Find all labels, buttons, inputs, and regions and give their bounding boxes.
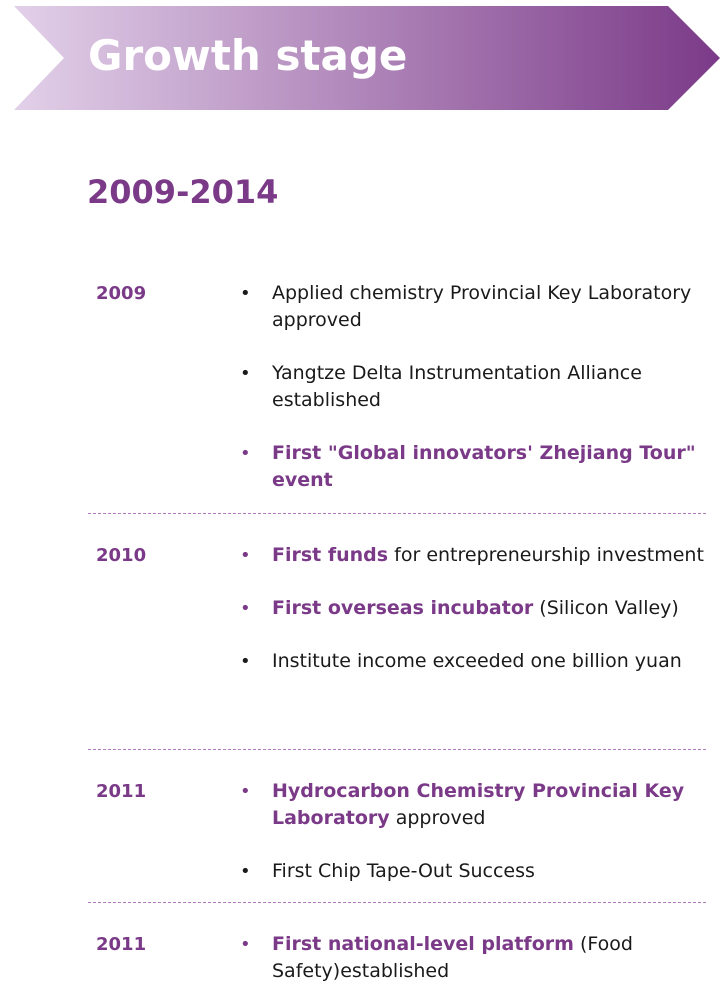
bullet-highlight: First "Global innovators' Zhejiang Tour" event (272, 442, 696, 491)
bullet-dot-icon: • (240, 283, 251, 304)
bullet-text: (Silicon Valley) (533, 597, 679, 619)
entry-bullet-list (240, 931, 710, 985)
bullet-dot-icon: • (240, 934, 251, 955)
dashed-divider (88, 513, 706, 514)
entry-bullet-list (240, 280, 710, 494)
title-banner (0, 0, 721, 112)
bullet-item (240, 440, 710, 494)
bullet-text: First Chip Tape-Out Success (272, 860, 535, 882)
entry-bullet-list (240, 778, 710, 885)
dashed-divider (88, 749, 706, 750)
bullet-item (240, 931, 710, 985)
bullet-dot-icon: • (240, 443, 251, 464)
bullet-highlight: First overseas incubator (272, 597, 534, 619)
bullet-item (240, 595, 710, 622)
bullet-text: Applied chemistry Provincial Key Laboratory approved (272, 282, 692, 331)
bullet-highlight: First national-level platform (272, 933, 574, 955)
entry-year: 2010 (96, 545, 147, 566)
bullet-item (240, 280, 710, 334)
bullet-text: (Food Safety)established (272, 933, 633, 982)
entry-year: 2011 (96, 934, 147, 955)
bullet-text: approved (389, 807, 486, 829)
bullet-item (240, 542, 710, 569)
entry-year: 2011 (96, 781, 147, 802)
page-title: Growth stage (88, 31, 408, 80)
bullet-text: Yangtze Delta Instrumentation Alliance established (272, 362, 642, 411)
bullet-dot-icon: • (240, 363, 251, 384)
bullet-highlight: Hydrocarbon Chemistry Provincial Key Laboratory (272, 780, 685, 829)
bullet-item (240, 648, 710, 675)
dashed-divider (88, 902, 706, 903)
bullet-item (240, 360, 710, 414)
bullet-dot-icon: • (240, 545, 251, 566)
bullet-dot-icon: • (240, 781, 251, 802)
bullet-dot-icon: • (240, 598, 251, 619)
bullet-highlight: First funds (272, 544, 389, 566)
bullet-dot-icon: • (240, 861, 251, 882)
bullet-item (240, 778, 710, 832)
bullet-text: for entrepreneurship investment (388, 544, 704, 566)
bullet-text: Institute income exceeded one billion yuan (272, 650, 682, 672)
bullet-item (240, 858, 710, 885)
entry-bullet-list (240, 542, 710, 675)
bullet-dot-icon: • (240, 651, 251, 672)
entry-year: 2009 (96, 283, 147, 304)
period-heading: 2009-2014 (87, 173, 279, 211)
